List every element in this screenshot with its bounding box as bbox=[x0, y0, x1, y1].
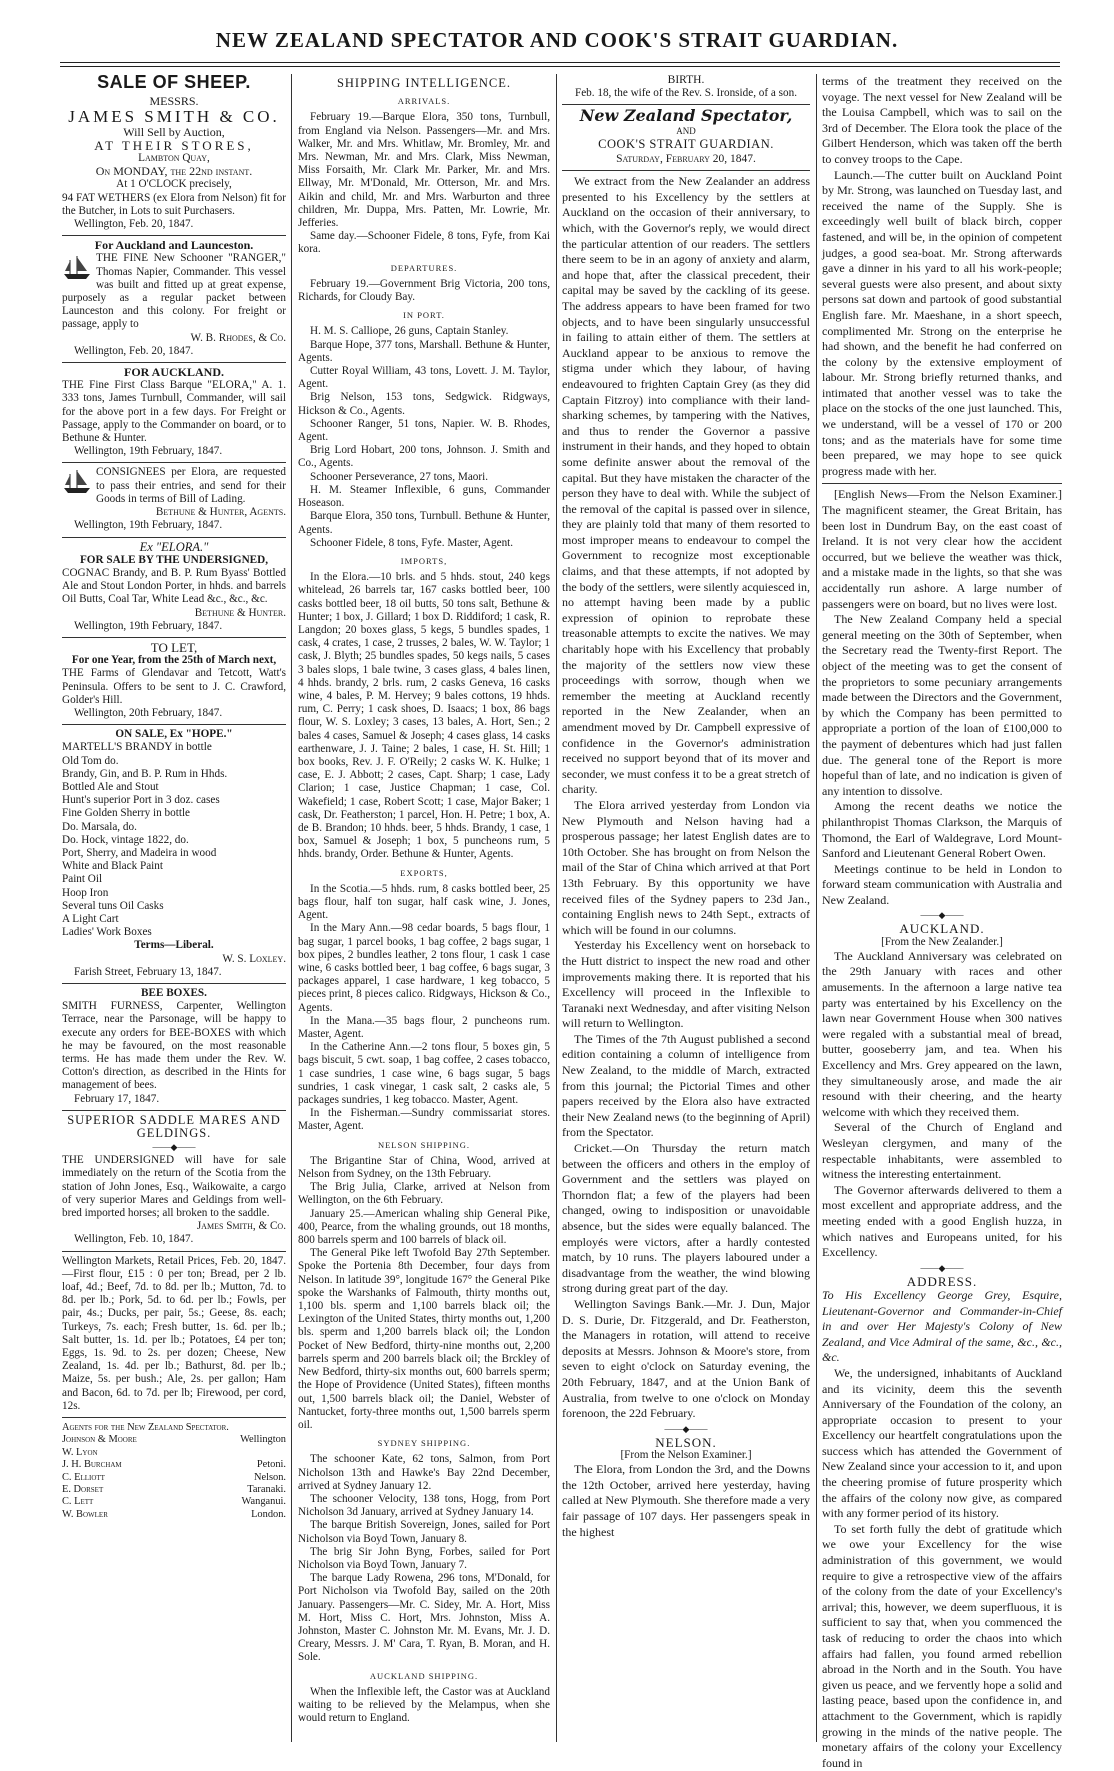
ad-divider bbox=[62, 724, 286, 725]
imports-heading: IMPORTS, bbox=[400, 555, 448, 566]
ad-divider bbox=[62, 1251, 286, 1252]
list-item: Port, Sherry, and Madeira in wood bbox=[62, 846, 217, 859]
paragraph: February 19.—Government Brig Victoria, 200 tons, Richards, for Cloudy Bay. bbox=[298, 277, 550, 304]
paragraph: Schooner Ranger, 51 tons, Napier. W. B. Rhodes, Agent. bbox=[298, 417, 550, 444]
list-item: White and Black Paint bbox=[62, 860, 163, 873]
agent-name: E. Dorset bbox=[62, 1483, 104, 1495]
messrs: MESSRS. bbox=[149, 94, 199, 109]
birth-heading: BIRTH. bbox=[667, 74, 705, 86]
ad-divider bbox=[62, 362, 286, 363]
consignees-agent: Bethune & Hunter, Agents. bbox=[155, 506, 286, 519]
agent-name: Johnson & Moore bbox=[62, 1434, 137, 1446]
departures-list bbox=[298, 278, 550, 304]
column-divider bbox=[291, 74, 292, 1742]
hope-items-list bbox=[62, 741, 286, 939]
agent-row bbox=[62, 1447, 286, 1459]
undersigned-heading: FOR SALE BY THE UNDERSIGNED, bbox=[79, 553, 269, 566]
list-item: Old Tom do. bbox=[62, 754, 119, 767]
agents-heading: Agents for the New Zealand Spectator. bbox=[62, 1422, 229, 1434]
market-prices: Wellington Markets, Retail Prices, Feb. 20, 1847.—First flour, £15 : 0 per ton; Bread, per 2 lb. loaf, 4d.; Beef, 7d. to 8d. per lb.; Mutton, 7d. to 8d. per lb.; Pork, 5d. to 6d. per lb.; Fowls, per pair, 4s.; Ducks, per pair, 5s.; Geese, 8s. each; Turkeys, 7s. each; Fresh butter, 1s. 6d. per lb.; Salt butter, 1s. 1d. per lb.; Potatoes, £4 per ton; Eggs, 1s. 9d. to 2s. per dozen; Cheese, New Zealand, 1s. 4d. per lb.; Bathurst, 8d. per lb.; Maize, 5s. per bush.; Ale, 2s. per gallon; Ham and Bacon, 6d. to 7d. per lb; Firewood, per cord, 12s. bbox=[62, 1254, 286, 1412]
paragraph: The barque Lady Rowena, 296 tons, M'Donald, for Port Nicholson via Twofold Bay, sailed on the 20th January. Passengers—Mr. C. Sidey, Mr. A. Hort, Miss M. Hort, Miss C. Hort, Mrs. Johnston, Miss A. Johnston, Master C. Johnston Mr. M. Evans, Mr. J. D. Creary, Messrs. J. M' Cara, T. Ryan, B. Moran, and H. Sole. bbox=[298, 1572, 550, 1664]
nelson-heading: NELSON. bbox=[655, 1434, 717, 1450]
shipping-heading: SHIPPING INTELLIGENCE. bbox=[336, 76, 512, 90]
auckland-text-2: Several of the Church of England and Wesleyan clergymen, and many of the respectable inhabitants, were assembled to witness the interesting entertainment. bbox=[822, 1120, 1062, 1182]
agent-name: W. Lyon bbox=[62, 1446, 98, 1458]
divider bbox=[562, 104, 810, 105]
ranger-text: THE FINE New Schooner "RANGER," Thomas Napier, Commander. This vessel was built and fitted up at great expense, purposely as a regular packet between Launceston and this colony. For freight or passage, apply to bbox=[62, 252, 286, 331]
agent-row bbox=[62, 1509, 286, 1521]
paper-title-and: AND bbox=[676, 125, 696, 136]
sydney-shipping-heading: SYDNEY SHIPPING. bbox=[377, 1438, 471, 1449]
company-paragraph: The New Zealand Company held a special general meeting on the 30th of September, when the Secretary read the Twenty-first Report. The object of the meeting was to get the consent of the proprietors to some pecuniary arrangements made between the Directors and the Government, by which the Company has been permitted to appropriate a portion of the loan of £100,000 to the payment of debentures which had just fallen due. The general tone of the Report is more hopeful than of late, and no indication is given of any intention to dissolve. bbox=[822, 612, 1062, 798]
paragraph: Brig Nelson, 153 tons, Sedgwick. Ridgways, Hickson & Co., Agents. bbox=[298, 391, 550, 417]
undersigned-date: Wellington, 19th February, 1847. bbox=[74, 619, 223, 632]
paragraph: H. M. S. Calliope, 26 guns, Captain Stanley. bbox=[310, 325, 509, 338]
agent-name: J. H. Burcham bbox=[62, 1459, 122, 1471]
ship-icon bbox=[62, 254, 92, 280]
undersigned-agent: Bethune & Hunter. bbox=[194, 606, 286, 619]
editorial-paragraphs bbox=[562, 174, 810, 1422]
list-item: MARTELL'S BRANDY in bottle bbox=[62, 741, 212, 754]
paragraph: February 19.—Barque Elora, 350 tons, Turnbull, from England via Nelson. Passengers—Mr. and Mrs. Walker, Mr. and Mrs. Whitlaw, Mr. Bromley, Mr. and Mrs. Newman, Mr. and Mrs. Clark, Miss Newman, Miss Forsaith, Mr. Clark Mr. Parker, Mr. and Mrs. Ellway, Mr. M'Donald, Mr. Otterson, Mr. and Mrs. Aikin and child, Mr. and Mrs. Warburton and three children, Mr. Duppa, Mrs. Patten, Mr. Lowrie, Mr. Jefferies. bbox=[298, 111, 550, 230]
in-port-heading: IN PORT. bbox=[403, 310, 445, 321]
imports-list bbox=[298, 571, 550, 861]
to-let-subheading: For one Year, from the 25th of March next, bbox=[71, 654, 277, 667]
to-let-heading: TO LET, bbox=[150, 639, 198, 655]
ornament: ——◆—— bbox=[664, 1423, 708, 1434]
nelson-shipping-list bbox=[298, 1155, 550, 1432]
masthead-rule-bottom bbox=[60, 66, 1060, 67]
english-news-paragraph: [English News—From the Nelson Examiner.] The magnificent steamer, the Great Britain, has been lost in Dundrum Bay, on the east coast of Ireland. It is not very clear how the accident occurred, but we believe the weather was thick, and a mistake made in the lights, so that she was accidentally run ashore. A large number of passengers were on board, but no lives were lost. bbox=[822, 487, 1062, 611]
paragraph: Schooner Fidele, 8 tons, Fyfe. Master, Agent. bbox=[310, 536, 514, 549]
paragraph: We extract from the New Zealander an address presented to his Excellency by the settlers at Auckland on the occasion of their anniversary, to which, with the Governor's reply, we would direct the particular attention of our readers. The settlers there seem to be in an agony of anxiety and alarm, and hope that, after the classical precedent, their capital may be saved by the cackling of its geese. The address appears to have been framed for two objects, and to have been singularly unsuccessful in failing to attain either of them. The settlers at Auckland appear to be anxious to remove the stigma under which they labour, of having endeavoured to frighten Captain Grey (as they did Captain Fitzroy) into compliance with their land-sharking schemes, by tampering with the Natives, and thus to render the Governor a passive instrument in their hands, and they hoped to obtain some definite answer about the removal of the capital. But they have mistaken the character of the person they have to deal with. While the subject of the removal of the capital is passed over in silence, they are plainly told that many of them resorted to most improper means to endeavour to compel the Government to recognize most exceptionable claims, and that these attempts, if not adopted by the body of the settlers, were silently acquiesced in, no attempt having been made by a public expression of opinion to reprobate these treasonable attempts to excite the natives. We may charitably hope with his Excellency that probably the majority of the settlers now view these proceedings with sorrow, though when we remember the meeting at Auckland recently reported in the New Zealander, when an amendment moved by Dr. Campbell expressive of confidence in the Governor's administration received no support beyond that of its mover and seconder, we must confess it to be a great stretch of charity. bbox=[562, 174, 810, 797]
ad-divider bbox=[62, 637, 286, 638]
elora-heading: FOR AUCKLAND. bbox=[123, 365, 224, 380]
paper-subtitle: COOK'S STRAIT GUARDIAN. bbox=[598, 136, 774, 151]
divider bbox=[822, 483, 1062, 484]
ship-icon bbox=[62, 468, 92, 494]
agent-name: C. Elliott bbox=[62, 1471, 105, 1483]
ad-divider bbox=[62, 1417, 286, 1418]
meetings-paragraph: Meetings continue to be held in London to forward steam communication with Australia and New Zealand. bbox=[822, 861, 1062, 907]
list-item: Hoop Iron bbox=[62, 886, 109, 899]
ranger-date: Wellington, Feb. 20, 1847. bbox=[74, 344, 194, 357]
paragraph: Barque Hope, 377 tons, Marshall. Bethune & Hunter, Agents. bbox=[298, 338, 550, 364]
quay: Lambton Quay, bbox=[138, 152, 210, 165]
agent-row bbox=[62, 1472, 286, 1484]
agents-list bbox=[62, 1434, 286, 1521]
paragraph: The Brig Julia, Clarke, arrived at Nelson from Wellington, on the 6th February. bbox=[298, 1181, 550, 1207]
list-item: Do. Hock, vintage 1822, do. bbox=[62, 833, 189, 846]
paragraph: Brig Lord Hobart, 200 tons, Johnson. J. Smith and Co., Agents. bbox=[298, 444, 550, 470]
agent-name: C. Lett bbox=[62, 1496, 94, 1508]
column-divider bbox=[816, 74, 817, 1742]
address-paragraph-1: We, the undersigned, inhabitants of Auckland and its vicinity, deem this the seventh Anniversary of the Foundation of the colony, an appropriate occasion to present to your Excellency our heartfelt congratulations upon the success which has attended the Government of New Zealand since your accession to it, and upon the cheering promise of future prosperity which the affairs of the colony now give, as compared with any former period of its history. bbox=[822, 1365, 1062, 1521]
paragraph: The schooner Velocity, 138 tons, Hogg, from Port Nicholson 3d January, arrived at Sydney January 14. bbox=[298, 1492, 550, 1519]
paragraph: The Brigantine Star of China, Wood, arrived at Nelson from Sydney, on the 13th February. bbox=[298, 1154, 550, 1181]
saddle-heading: SUPERIOR SADDLE MARES AND GELDINGS. bbox=[67, 1112, 281, 1141]
paragraph: H. M. Steamer Inflexible, 6 guns, Commander Hoseason. bbox=[298, 483, 550, 510]
list-item: Brandy, Gin, and B. P. Rum in Hhds. bbox=[62, 767, 228, 780]
agent-place: Petoni. bbox=[256, 1459, 286, 1471]
bee-boxes-date: February 17, 1847. bbox=[74, 1092, 160, 1105]
undersigned-text: COGNAC Brandy, and B. P. Rum Byass' Bottled Ale and Stout London Porter, in hhds. and barrels Oil Butts, Coal Tar, White Lead &c., &c., &c. bbox=[62, 566, 286, 606]
agent-place: Taranaki. bbox=[247, 1483, 286, 1495]
firm-name: JAMES SMITH & CO. bbox=[68, 107, 280, 127]
column-news bbox=[822, 74, 1062, 1770]
paragraph: In the Fisherman.—Sundry commissariat stores. Master, Agent. bbox=[298, 1107, 550, 1133]
list-item: A Light Cart bbox=[62, 912, 119, 925]
hope-agent: W. S. Loxley. bbox=[222, 952, 286, 965]
paragraph: Same day.—Schooner Fidele, 8 tons, Fyfe, from Kai kora. bbox=[298, 230, 550, 256]
list-item: Paint Oil bbox=[62, 873, 103, 886]
elora-text: THE Fine First Class Barque "ELORA," A. 1. 333 tons, James Turnbull, Commander, will sail for the above port in a few days. For Freight or Passage, apply to the Commander on board, or to Bethune & Hunter. bbox=[62, 379, 286, 445]
saddle-date: Wellington, Feb. 10, 1847. bbox=[74, 1233, 194, 1246]
paragraph: January 25.—American whaling ship General Pike, 400, Pearce, from the whaling grounds, out 18 months, 800 barrels sperm and 100 barrels of black oil. bbox=[298, 1207, 550, 1247]
list-item: Several tuns Oil Casks bbox=[62, 899, 164, 912]
paragraph: In the Elora.—10 brls. and 5 hhds. stout, 240 kegs whitelead, 26 barrels tar, 167 casks bottled beer, 100 casks bottled beer, 18 oil butts, 50 tons salt, Bethune & Hunter; 1 box, J. Gillard; 1 box D. Riddiford; 1 cask, R. Langdon; 20 boxes glass, 5 kegs, 5 bundles spades, 1 cask, 4 crates, 1 case, 2 trusses, 2 bales, W. W. Taylor; 1 cask, J. Blyth; 25 bundles spades, 50 kegs nails, 5 cases 3 bales slops, 1 bale twine, 3 cases glass, 4 bales linen, 4 hhds. brandy, 2 brls. rum, 2 casks Geneva, 16 casks wine, 4 bales, P. M. Hervey; 9 bales cottons, 19 hhds. rum, C. Perry; 1 cask shoes, D. Isaacs; 1 box, 86 bags flour, W. S. Loxley; 3 cases, 13 bales, A. Hort, Sen.; 2 bales 4 cases, Samuel & Joseph; 4 cases glass, 14 casks earthenware, J. J. Taine; 2 bales, 1 case, H. St. Hill; 1 box books, Rev. J. F. O'Reily; 2 casks W. K. Hulke; 1 case, E. J. Abbott; 2 cases, Capt. Sharp; 1 case, Lady Clarion; 1 case, Justice Chapman; 1 case, Col. Wakefield; 1 case, Robert Scott; 1 case, Major Baker; 1 cask, Dr. Featherston; 1 parcel, Hon. H. Petre; 1 box, A. de B. Brandon; 10 hhds. beer, 5 hhds. Brandy, 1 case, 1 box, Samuel & Joseph; 1 box, 5 puncheons rum, 5 hhds. brandy, Order. Bethune & Hunter, Agents. bbox=[298, 571, 550, 861]
auckland-heading: AUCKLAND. bbox=[899, 921, 985, 937]
ornament: ——◆—— bbox=[152, 1142, 196, 1153]
will-sell: Will Sell by Auction, bbox=[123, 124, 225, 139]
agent-place: London. bbox=[251, 1508, 286, 1520]
paragraph: The General Pike left Twofold Bay 27th September. Spoke the Portenia 8th December, four days from Nelson. In latitude 39°, longitude 167° the General Pike spoke the Warshanks of Falmouth, thirty months out, 1,100 bls. sperm and 1,100 barrels black oil; the Lexington of the United States, thirty months out, 1,200 bls. sperm and 1,200 barrels black oil; the London Pocket of New Bedford, thirty-nine months out, 2,200 barrels sperm and 200 barrels black oil; the Brckley of New Bedford, thirty-six months out, 600 barrels sperm; the Hope of Providence (United States), fifteen months out, 1,500 barrels black oil; the Daniel, Webster of Nantucket, forty-three months out, 1,500 barrels sperm oil. bbox=[298, 1247, 550, 1431]
auckland-shipping-heading: AUCKLAND SHIPPING. bbox=[369, 1670, 479, 1681]
paragraph: In the Scotia.—5 hhds. rum, 8 casks bottled beer, 25 bags flour, half ton sugar, half cask wine, J. Jones, Agent. bbox=[298, 882, 550, 922]
deaths-paragraph: Among the recent deaths we notice the philanthropist Thomas Clarkson, the Marquis of Thomond, the Earl of Waldegrave, Lord Mount-Sanford and Lieutenant General Robert Owen. bbox=[822, 799, 1062, 861]
exports-heading: EXPORTS, bbox=[400, 867, 448, 878]
ornament: ——◆—— bbox=[920, 910, 964, 921]
to-let-date: Wellington, 20th February, 1847. bbox=[74, 706, 223, 719]
paragraph: The Times of the 7th August published a second edition containing a column of intelligence from New Zealand, to the middle of March, extracted from this journal; the Pictorial Times and other papers received by the Elora also have extracted their New Zealand news (to the beginning of April) from the Spectator. bbox=[562, 1031, 810, 1140]
consignees-date: Wellington, 19th February, 1847. bbox=[74, 519, 223, 532]
ad-divider bbox=[62, 537, 286, 538]
agent-row bbox=[62, 1496, 286, 1508]
agent-place: Wellington bbox=[240, 1434, 286, 1446]
ranger-heading: For Auckland and Launceston. bbox=[94, 238, 254, 253]
auction-time: At 1 O'CLOCK precisely, bbox=[116, 178, 232, 191]
sale-of-sheep-heading: SALE OF SHEEP. bbox=[97, 72, 251, 92]
paragraph: Wellington Savings Bank.—Mr. J. Dun, Major D. S. Durie, Dr. Fitzgerald, and Dr. Featherston, the Managers in rotation, will attend to receive deposits at Messrs. Johnson & Moore's store, from seven to eight o'clock on Saturday evening, the 20th February, 1847, and at the Union Bank of Australia, from twelve to one o'clock on Monday forenoon, the 22d February. bbox=[562, 1296, 810, 1421]
consignees-text: CONSIGNEES per Elora, are requested to pass their entries, and send for their Goods in terms of Bill of Lading. bbox=[96, 466, 286, 505]
ad-divider bbox=[62, 983, 286, 984]
paragraph: In the Mana.—35 bags flour, 2 puncheons rum. Master, Agent. bbox=[298, 1014, 550, 1041]
auckland-text-3: The Governor afterwards delivered to them a most excellent and appropriate address, and the meeting ended with a good English huzza, in which natives and Europeans united, for his Excellency. bbox=[822, 1182, 1062, 1260]
elora-date: Wellington, 19th February, 1847. bbox=[74, 445, 223, 458]
nelson-source: [From the Nelson Examiner.] bbox=[620, 1448, 752, 1461]
nelson-text: The Elora, from London the 3rd, and the Downs the 12th October, arrived here yesterday, having called at New Plymouth. She therefore made a very fair passage of 107 days. Her passengers speak in the highest bbox=[562, 1462, 810, 1539]
agent-name: W. Bowler bbox=[62, 1508, 108, 1520]
agent-place: Wanganui. bbox=[241, 1496, 286, 1508]
birth-text: Feb. 18, the wife of the Rev. S. Ironside, of a son. bbox=[574, 87, 798, 100]
paragraph: In the Mary Ann.—98 cedar boards, 5 bags flour, 1 bag sugar, 1 parcel books, 1 bag coffee, 2 bags sugar, 1 box pipes, 2 bundles leather, 2 tons flour, 1 cask 1 case wine, 6 casks bottled beer, 1 bag coffee, 6 bags sugar, 3 packages apparel, 1 case hardware, 1 keg tobacco, 5 pieces print, 8 pieces calico. Ridgways, Hickson & Co., Agents. bbox=[298, 922, 550, 1014]
hope-heading: ON SALE, Ex "HOPE." bbox=[115, 728, 233, 741]
list-item: Fine Golden Sherry in bottle bbox=[62, 807, 191, 820]
column-editorial bbox=[562, 74, 810, 1744]
hope-date: Farish Street, February 13, 1847. bbox=[74, 965, 222, 978]
at-stores: AT THEIR STORES, bbox=[94, 137, 254, 153]
column-advertisements bbox=[62, 74, 286, 1744]
list-item: Do. Marsala, do. bbox=[62, 820, 137, 833]
bee-boxes-heading: BEE BOXES. bbox=[141, 987, 207, 999]
auckland-text: The Auckland Anniversary was celebrated on the 29th January with races and other amusements. In the afternoon a large native tea party was entertained by his Excellency on the lawn near Government House when 300 natives were regaled with a substantial meal of bread, butter, gooseberry jam, and tea. When his Excellency and Mrs. Grey appeared on the lawn, they simultaneously arose, and made the air resound with their cheering, and the hearty welcome with which they received them. bbox=[822, 948, 1062, 1119]
launch-paragraph: Launch.—The cutter built on Auckland Point by Mr. Strong, was launched on Tuesday last, and received the name of the Supply. She is exceedingly well built of black birch, copper fastened, and will be, in the opinion of competent judges, a good sea-boat. Mr. Strong afterwards gave a dinner in his yard to all his work-people; several guests were also present, and about sixty persons sat down and partook of good substantial English fare. Mr. Maeshane, in a short speech, complimented Mr. Strong on the enterprise he had shown, and the benefit he had conferred on the colony by the extensive employment of labour. Mr. Strong briefly returned thanks, and intimated that another vessel was to take the place on the stocks of the one just launched. This, we understand, will be a vessel of 170 or 200 tons; and as the materials have for some time been prepared, we may hope to see quick progress made with her. bbox=[822, 167, 1062, 478]
sydney-shipping-list bbox=[298, 1453, 550, 1664]
divider bbox=[562, 170, 810, 171]
ad-divider bbox=[62, 1110, 286, 1111]
paragraph: The brig Sir John Byng, Forbes, sailed for Port Nicholson via Boyd Town, January 7. bbox=[298, 1545, 550, 1571]
ornament: ——◆—— bbox=[920, 1262, 964, 1273]
departures-heading: DEPARTURES. bbox=[390, 262, 458, 273]
ad-divider bbox=[62, 462, 286, 463]
agent-row bbox=[62, 1484, 286, 1496]
ex-elora-heading: Ex "ELORA." bbox=[139, 539, 209, 554]
ad-divider bbox=[62, 235, 286, 236]
paragraph: Barque Elora, 350 tons, Turnbull. Bethune & Hunter, Agents. bbox=[298, 510, 550, 536]
address-paragraph-2: To set forth fully the debt of gratitude which we owe your Excellency for the wise administration of this government, we would require to give a retrospective view of the affairs of the colony from the date of your Excellency's arrival; this, however, we deem superfluous, it is sufficient to say that, when you commenced the task of reducing to order the chaos into which affairs had fallen, you found armed rebellion abroad in the North and in the South. You have given us peace, and we fervently hope a solid and lasting peace, based upon the confidence in, and attachment to the Government, which is rapidly growing in the minds of the native people. The monetary affairs of the colony your Excellency found in bbox=[822, 1521, 1062, 1770]
agent-row bbox=[62, 1459, 286, 1471]
saddle-agent: James Smith, & Co. bbox=[196, 1220, 286, 1233]
address-to: To His Excellency George Grey, Esquire, Lieutenant-Governor and Commander-in-Chief in and over Her Majesty's Colony of New Zealand, and Vice Admiral of the same, &c., &c., &c. bbox=[822, 1287, 1062, 1365]
masthead: NEW ZEALAND SPECTATOR AND COOK'S STRAIT GUARDIAN. bbox=[215, 28, 899, 52]
agent-place: Nelson. bbox=[253, 1471, 286, 1483]
list-item: Bottled Ale and Stout bbox=[62, 780, 159, 793]
sheep-lot: 94 FAT WETHERS (ex Elora from Nelson) fit for the Butcher, in Lots to suit Purchasers. bbox=[62, 191, 286, 217]
arrivals-list bbox=[298, 111, 550, 256]
paragraph: Schooner Perseverance, 27 tons, Maori. bbox=[310, 470, 489, 483]
to-let-text: THE Farms of Glendavar and Tetcott, Watt's Peninsula. Offers to be sent to J. C. Crawford, Golder's Hill. bbox=[62, 667, 286, 706]
saddle-text: THE UNDERSIGNED will have for sale immediately on the return of the Scotia from the station of John Jones, Esq., Waikowaite, a cargo of very superior Mares and Geldings from well-bred imported horses; all broken to the saddle. bbox=[62, 1154, 286, 1220]
hope-terms: Terms—Liberal. bbox=[134, 939, 214, 952]
nelson-shipping-heading: NELSON SHIPPING. bbox=[377, 1139, 471, 1150]
column-divider bbox=[556, 74, 557, 1742]
paragraph: The barque British Sovereign, Jones, sailed for Port Nicholson via Boyd Town, January 8. bbox=[298, 1519, 550, 1545]
auckland-shipping-list bbox=[298, 1686, 550, 1726]
bee-boxes-text: SMITH FURNESS, Carpenter, Wellington Terrace, near the Parsonage, will be happy to execute any orders for BEE-BOXES with which he may be favoured, on the most reasonable terms. He has made them under the Rev. W. Cotton's direction, as described in the Hints for management of bees. bbox=[62, 1000, 286, 1092]
list-item: Hunt's superior Port in 3 doz. cases bbox=[62, 794, 220, 807]
paragraph: The schooner Kate, 62 tons, Salmon, from Port Nicholson 13th and Hawke's Bay 22nd December, arrived at Sydney January 12. bbox=[298, 1453, 550, 1492]
paragraph: Yesterday his Excellency went on horseback to the Hutt district to inspect the new road and other improvements making there. It is reported that his Excellency will proceed in the Inflexible to Taranaki next Wednesday, and after visiting Nelson will return to Wellington. bbox=[562, 938, 810, 1031]
paragraph: The Elora arrived yesterday from London via New Plymouth and Nelson having had a prosperous passage; her latest English dates are to 10th October. She has brought on from Nelson the mail of the Star of China which arrived at that Port 13th February. By this opportunity we have received files of the Sydney papers to 23d Jan., containing English news to 24th Sept., extracts of which will be found in our columns. bbox=[562, 797, 810, 937]
list-item: Ladies' Work Boxes bbox=[62, 926, 152, 939]
paragraph: When the Inflexible left, the Castor was at Auckland waiting to be relieved by the Melampus, when she would return to England. bbox=[298, 1685, 550, 1725]
news-intro: terms of the treatment they received on the voyage. The next vessel for New Zealand will be the Louisa Campbell, which was to sail on the 3rd of December. The Elora took the place of the Gilbert Henderson, which was taken off the berth to convey troops to the Cape. bbox=[822, 74, 1062, 166]
in-port-list bbox=[298, 325, 550, 549]
paragraph: Cutter Royal William, 43 tons, Lovett. J. M. Taylor, Agent. bbox=[298, 365, 550, 391]
arrivals-heading: ARRIVALS. bbox=[397, 96, 451, 107]
column-shipping bbox=[298, 74, 550, 1744]
exports-list bbox=[298, 883, 550, 1134]
paper-title: New Zealand Spectator, bbox=[579, 106, 793, 126]
auction-date: On MONDAY, the 22nd instant. bbox=[95, 164, 253, 179]
masthead-rule-top bbox=[60, 62, 1060, 63]
address-heading: ADDRESS. bbox=[906, 1273, 978, 1289]
paragraph: In the Catherine Ann.—2 tons flour, 5 boxes gin, 5 bags biscuit, 5 cwt. soap, 1 bag coffee, 2 cases tobacco, 1 case sundries, 1 case wine, 6 bags sugar, 5 bags sundries, 1 cask vinegar, 1 cask salt, 2 casks ale, 5 packages sundries, 1 keg tobacco. Master, Agent. bbox=[298, 1041, 550, 1107]
dateline: Wellington, Feb. 20, 1847. bbox=[74, 218, 194, 231]
paragraph: Cricket.—On Thursday the return match between the officers and others in the employ of Government and the settlers was played on Thorndon flat; a few of the players had been changed, owing to indisposition or unavoidable absence, but the sides were equally balanced. The employés were victors, after a hardly contested match, by 10 runs. The players laboured under a disadvantage from the weather, the wind blowing strong during great part of the day. bbox=[562, 1141, 810, 1296]
issue-date: Saturday, February 20, 1847. bbox=[616, 153, 756, 166]
auckland-source: [From the New Zealander.] bbox=[881, 935, 1003, 948]
ranger-agent: W. B. Rhodes, & Co. bbox=[190, 331, 286, 344]
agent-row bbox=[62, 1434, 286, 1446]
